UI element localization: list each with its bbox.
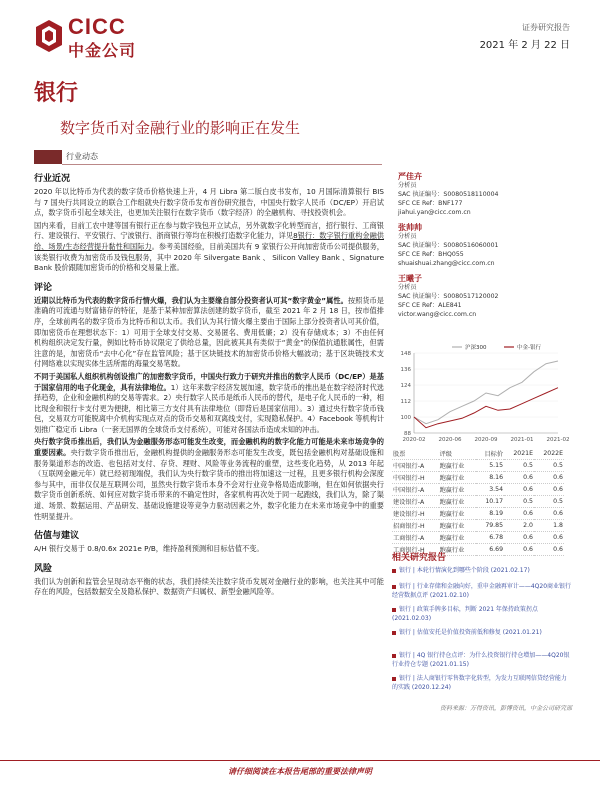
- table-cell: 跑赢行业: [439, 532, 476, 544]
- table-row: [392, 484, 564, 496]
- y-tick-label: 124: [400, 383, 411, 389]
- table-row: [392, 532, 564, 544]
- table-cell: 0.6: [534, 544, 564, 556]
- analyst-1: [398, 172, 573, 217]
- table-cell: 8.19: [476, 508, 504, 520]
- report-type: 证券研究报告: [522, 23, 570, 32]
- analyst-role: 分析员: [398, 284, 417, 291]
- table-cell: 招商银行-H: [392, 520, 439, 532]
- category-divider: [62, 164, 382, 165]
- comment-paragraph-2: 不同于美国私人组织机构创设推广的加密数字货币，中国央行致力于研究并推出的数字人民币（DC/EP）是基于国家信用的电子化现金，具有法律地位。1）这年来数字经济发展加速，数字货币的推出是在数字经济时代选择趋势，企业和金融机构的交易等需求。2）央行数字人民币是纸币人民币的替代，是电子化人民币的一种，相比现金和银行卡支付更为便捷，相比第三方支付具有法律地位（即背后是国家信用）。3）通过央行数字货币钱包，交易双方可能脱离中介机构实现点对点的货币交易和双离线支付，实现隐私保护。4）Facebook 等机构计划推广稳定币 Libra（一套无国界的全球货币支付系统），可能对各国法币造成未知的冲击。: [34, 371, 384, 434]
- table-header-cell: 2022E: [534, 448, 564, 460]
- table-header-row: [392, 448, 564, 460]
- section-heading-comment: 评论: [34, 282, 53, 293]
- table-cell: 0.5: [534, 460, 564, 472]
- table-cell: 0.5: [534, 496, 564, 508]
- table-cell: 3.54: [476, 484, 504, 496]
- analyst-sac: SAC 执证编号：S0080517120002: [398, 293, 499, 300]
- table-row: [392, 472, 564, 484]
- analyst-name: 王曦子: [398, 274, 422, 283]
- analyst-3: [398, 274, 573, 319]
- table-cell: 跑赢行业: [439, 496, 476, 508]
- table-cell: 跑赢行业: [439, 472, 476, 484]
- sector-title: 银行: [34, 81, 79, 106]
- cicc-logo-icon: [34, 18, 64, 54]
- table-row: [392, 460, 564, 472]
- x-tick-label: 2021-02: [546, 437, 570, 443]
- table-cell: 跑赢行业: [439, 460, 476, 472]
- series-line: [414, 361, 558, 424]
- table-cell: 1.8: [534, 520, 564, 532]
- table-cell: 跑赢行业: [439, 520, 476, 532]
- bullet-icon: [392, 585, 396, 589]
- analyst-list: [398, 168, 573, 319]
- related-report-item[interactable]: 银行 | 政策手牌多目标，判断 2021 年保持政策拐点 (2021.02.03): [392, 606, 538, 622]
- related-report-link[interactable]: 8银行：数字银行重构金融供给、场景/生态经营提升黏性和国际力: [34, 231, 384, 251]
- logo-text-en: CICC: [68, 14, 126, 39]
- analyst-2: [398, 223, 573, 268]
- table-cell: 6.69: [476, 544, 504, 556]
- table-cell: 0.5: [504, 460, 534, 472]
- category-marker: [34, 150, 62, 164]
- table-header-cell: 2021E: [504, 448, 534, 460]
- table-cell: 10.17: [476, 496, 504, 508]
- series-line: [414, 388, 558, 428]
- related-report-item[interactable]: 银行 | 估值安托是价值投资前低和修复 (2021.01.21): [392, 628, 572, 637]
- table-cell: 跑赢行业: [439, 484, 476, 496]
- table-cell: 工商银行-A: [392, 532, 439, 544]
- table-row: [392, 508, 564, 520]
- table-cell: 0.6: [504, 508, 534, 520]
- analyst-sac: SAC 执证编号：S0080516060001: [398, 242, 499, 249]
- analyst-sfc: SFC CE Ref：BHQ055: [398, 251, 464, 258]
- bullet-icon: [392, 677, 396, 681]
- section-heading-valuation: 估值与建议: [34, 531, 80, 542]
- y-tick-label: 112: [400, 399, 411, 405]
- table-cell: 0.6: [504, 484, 534, 496]
- comment-paragraph-1: 近期以比特币为代表的数字货币行情火爆，我们认为主要缘自部分投资者认可其“数字黄金”属性。按照货币是准确的可流通与财富储存的特征，是基于某种加密算法创建的数字货币，截至 2021 年 2 月 18 日，按市值排序，全球前两名的数字货币为比特币和以太币。我们认为其行情火爆主要由于国际上部分投资者认可其价值，即加密货币在理想状态下：1）可用于全球支付交易、交易匿名、费用低廉；2）没有存储成本；3）不由任何机构组织决定发行量，例如比特币协议限定了供给总量，因此被其具有类似于“黄金”的保值抗通胀属性，但需注意的是，加密货币“去中心化”存在监管风险；基于区块链技术的加密货币价格大幅波动；基于区块链技术支付网络难以实现实体生活所需的海量交易笔数。: [34, 295, 384, 369]
- related-report-item[interactable]: 银行 | 法人商银行零售数字化转型，为发力互联网信贷经营能力的实践 (2020.12.24): [392, 675, 567, 691]
- table-cell: 6.78: [476, 532, 504, 544]
- y-tick-label: 148: [400, 351, 411, 357]
- category-label: 行业动态: [66, 152, 98, 161]
- table-cell: 0.6: [504, 544, 534, 556]
- risk-paragraph: 我们认为创新和监管会呈现动态平衡的状态，我们持续关注数字货币发展对金融行业的影响，也关注其中可能存在的风险，包括数据安全及隐私保护、数据资产归属权、新型金融风险等。: [34, 576, 384, 597]
- section-heading-recent: 行业近况: [34, 174, 71, 184]
- table-cell: 建设银行-H: [392, 508, 439, 520]
- y-tick-label: 88: [404, 431, 411, 437]
- y-tick-label: 100: [400, 415, 411, 421]
- table-cell: 8.16: [476, 472, 504, 484]
- x-tick-label: 2020-09: [474, 437, 498, 443]
- bullet-icon: [392, 654, 396, 658]
- table-cell: 0.5: [504, 496, 534, 508]
- table-cell: 跑赢行业: [439, 544, 476, 556]
- analyst-email[interactable]: victor.wang@cicc.com.cn: [398, 311, 477, 318]
- cicc-logo: [34, 14, 144, 60]
- report-title: 数字货币对金融行业的影响正在发生: [60, 119, 301, 137]
- analyst-email[interactable]: shuaishuai.zhang@cicc.com.cn: [398, 260, 495, 267]
- bullet-icon: [392, 569, 396, 573]
- table-row: [392, 520, 564, 532]
- legend-label: 沪深300: [465, 345, 487, 351]
- main-column: [34, 171, 384, 598]
- logo-text-cn: 中金公司: [68, 41, 137, 60]
- x-tick-label: 2020-06: [438, 437, 462, 443]
- valuation-paragraph: A/H 银行交易于 0.8/0.6x 2021e P/B，维持盈利预测和目标估值不变。: [34, 544, 264, 554]
- x-tick-label: 2020-02: [402, 437, 426, 443]
- related-report-item[interactable]: 银行 | 4Q 银行持仓点评：为什么投资银行持仓增加——4Q20银行业持仓专题 (2021.01.15): [392, 652, 570, 668]
- table-cell: 2.0: [504, 520, 534, 532]
- table-cell: 79.85: [476, 520, 504, 532]
- table-header-cell: 目标价: [476, 448, 504, 460]
- table-cell: 中国银行-A: [392, 484, 439, 496]
- table-cell: 中国银行-H: [392, 472, 439, 484]
- performance-chart: [392, 341, 570, 463]
- table-cell: 0.6: [504, 532, 534, 544]
- table-header-cell: 股票: [392, 448, 439, 460]
- table-cell: 建设银行-A: [392, 496, 439, 508]
- analyst-role: 分析员: [398, 233, 417, 240]
- bullet-icon: [392, 608, 396, 612]
- footer-divider: [0, 760, 600, 761]
- related-report-item[interactable]: 银行 | 行业存储和金融向好，重申金融再审计——4Q20商业银行经营数据点评 (2021.02.10): [392, 583, 572, 599]
- related-report-item[interactable]: 银行 | 本轮行情演化到哪些个阶段 (2021.02.17): [392, 566, 572, 575]
- analyst-name: 张帅帅: [398, 223, 422, 232]
- table-cell: 跑赢行业: [439, 508, 476, 520]
- rating-table: [392, 448, 564, 556]
- analyst-sac: SAC 执证编号：S0080518110004: [398, 191, 499, 198]
- table-row: [392, 496, 564, 508]
- bullet-icon: [392, 631, 396, 635]
- analyst-role: 分析员: [398, 182, 417, 189]
- table-cell: 0.6: [534, 472, 564, 484]
- table-cell: 0.6: [534, 508, 564, 520]
- table-cell: 中国银行-A: [392, 460, 439, 472]
- source-note: 资料来源：万得资讯，彭博资讯，中金公司研究部: [440, 705, 573, 712]
- table-cell: 0.6: [504, 472, 534, 484]
- recent-paragraph-1: 2020 年以比特币为代表的数字货币价格快速上升，4 月 Libra 第二版白皮书发布，10 月国际清算银行 BIS 与 7 国央行共同设立的联合工作组就央行数字货币发布首份研究报告，中国央行数字人民币（DC/EP）开启试点，数字货币引起全球关注，也更加关注银行在数字货币（数字经济）的全融机构、寻找投资机会。: [34, 187, 384, 218]
- related-reports-heading: 相关研究报告: [392, 553, 447, 563]
- section-heading-risk: 风险: [34, 563, 53, 574]
- category-bar: [34, 150, 382, 164]
- comment-paragraph-3: 央行数字货币推出后，我们认为金融服务形态可能发生改变，而金融机构的数字化能力可能是未来市场竞争的重要因素。央行数字货币推出后，金融机构提供的金融服务形态可能发生改变，既包括金融机构对基础设施和服务渠道形态的改造、也包括对支付、存贷、理财、风险等业务流程的重塑，这些变化趋势，从 2013 年起（互联网金融元年）就已经初现端倪，我们认为央行数字货币的推出将加速这一过程，且更多银行机构会深度参与其中，而非仅仅是互联网公司，虽然央行数字货币本身不会对行业竞争格局造成影响，但在如何依据央行数字货币创新系统、如何应对数字货币带来的不确定性时，各家机构再次处于同一起跑线，我们认为，除了渠道、场景、数据运用、产品研发、基础设施建设等竞争力驱动因素之外，数字化能力在未来市场竞争中的重要性明显提升。: [34, 437, 384, 521]
- analyst-email[interactable]: jiahui.yan@cicc.com.cn: [398, 209, 471, 216]
- recent-paragraph-2: 国内来看，目前工农中建等国有银行正在参与数字钱包开立试点，另外就数字化转型而言，招行银行、工商银行、建设银行、平安银行、宁波银行、浙商银行等均在积极打造数字化能力，详见8银行：数字银行重构金融供给、场景/生态经营提升黏性和国际力。参考美国经验，目前美国共有 9 家银行公开向加密货币公司提供服务，该类银行收费为加密货币及钱包服务，其中 2020 年 Silvergate Bank 、 Silicon Valley Bank 、Signature Bank 股价跟随加密货币的价格和交易量上涨。: [34, 220, 384, 273]
- legend-label: 中金-银行: [517, 345, 541, 351]
- table-cell: 0.6: [534, 484, 564, 496]
- table-cell: 工商银行-H: [392, 544, 439, 556]
- table-header-cell: 评级: [439, 448, 476, 460]
- analyst-name: 严佳卉: [398, 172, 422, 181]
- table-cell: 5.15: [476, 460, 504, 472]
- x-tick-label: 2021-01: [510, 437, 534, 443]
- y-tick-label: 136: [400, 367, 411, 373]
- analyst-sfc: SFC CE Ref：BNF177: [398, 200, 463, 207]
- report-date: 2021 年 2 月 22 日: [479, 40, 570, 51]
- legal-footer: 请仔细阅读在本报告尾部的重要法律声明: [228, 767, 372, 776]
- table-cell: 0.6: [534, 532, 564, 544]
- analyst-sfc: SFC CE Ref：ALE841: [398, 302, 462, 309]
